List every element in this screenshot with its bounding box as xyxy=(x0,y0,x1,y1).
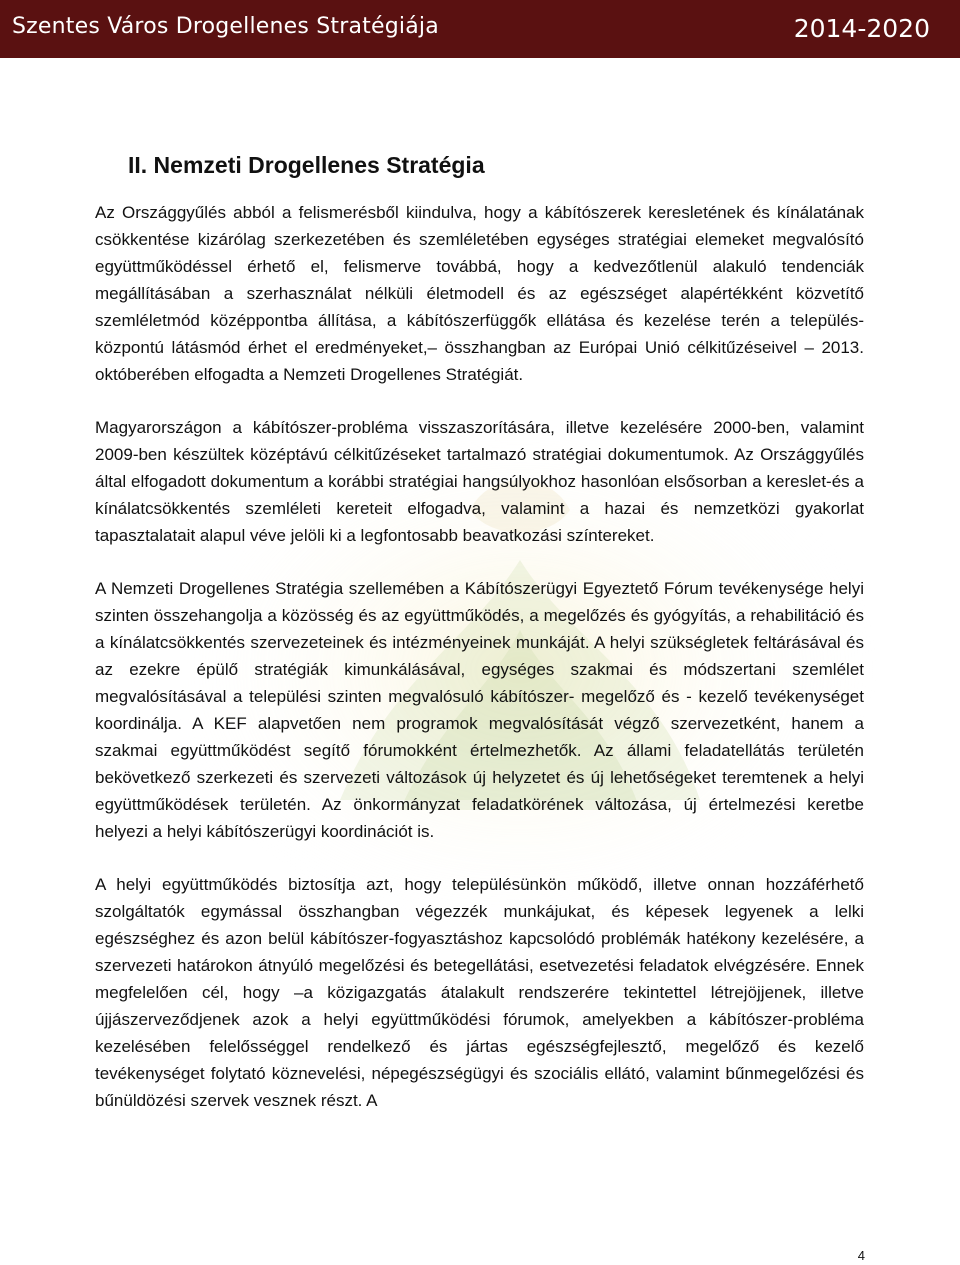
paragraph: A helyi együttműködés biztosítja azt, hogy településünkön működő, illetve onnan hozzáférhető szolgáltatók egymással összhangban végezzék munkájukat, és képesek legyenek a lelki egészséghez és azon belül kábítószer-fogyasztáshoz kapcsolódó problémák hatékony kezelésére, a szervezeti határokon átnyúló megelőzési és betegellátási, esetvezetési feladatok elvégzésére. Ennek megfelelően cél, hogy –a közigazgatás átalakult rendszerére tekintettel létrejöjjenek, illetve újjászerveződjenek azok a helyi együttműködési fórumok, amelyekben a kábítószer-probléma kezelésében felelősséggel rendelkező és jártas egészségfejlesztő, megelőző és kezelő tevékenységet folytató köznevelési, népegészségügyi és szociális ellátó, valamint bűnmegelőzési és bűnüldözési szervek vesznek részt. A xyxy=(95,875,864,1110)
document-title: Szentes Város Drogellenes Stratégiája xyxy=(12,14,439,39)
section-heading: II. Nemzeti Drogellenes Stratégia xyxy=(128,152,485,178)
header-bar xyxy=(0,0,960,58)
paragraph: Az Országgyűlés abból a felismerésből kiindulva, hogy a kábítószerek keresletének és kínálatának csökkentése kizárólag szerkezetében és szemléletében egységes stratégiai elemeket megvalósító együttműködéssel érhető el, felismerve továbbá, hogy a kedvezőtlenül alakuló tendenciák megállításában a szerhasználat nélküli életmodell és az egészséget alapértékként közvetítő szemléletmód középpontba állítása, a kábítószerfüggők ellátása és kezelése terén a település-központú látásmód érhet el eredményeket,– összhangban az Európai Unió célkitűzéseivel – 2013. októberében elfogadta a Nemzeti Drogellenes Stratégiát. xyxy=(95,203,864,384)
page-number: 4 xyxy=(857,1248,865,1263)
document-years: 2014-2020 xyxy=(793,14,930,43)
paragraph: A Nemzeti Drogellenes Stratégia szellemében a Kábítószerügyi Egyeztető Fórum tevékenysége helyi szinten összehangolja a közösség és az együttműködés, a megelőzés és gyógyítás, a rehabilitáció és a kínálatcsökkentés szervezeteinek és intézményeinek munkáját. A helyi szükségletek feltárásával és az ezekre épülő stratégiák kimunkálásával, egységes szakmai és módszertani szemlélet megvalósításával a települési szinten megvalósuló kábítószer- megelőző és - kezelő tevékenységet koordinálja. A KEF alapvetően nem programok megvalósítását végző szervezetként, hanem a szakmai együttműködést segítő fórumokként értelmezhetők. Az állami feladatellátás területén bekövetkező szerkezeti és szervezeti változások új helyzetet és új lehetőségeket teremtenek a helyi együttműködések területén. Az önkormányzat feladatkörének változása, új értelmezési keretbe helyezi a helyi kábítószerügyi koordinációt is. xyxy=(95,579,864,841)
document-body xyxy=(95,199,864,1140)
paragraph: Magyarországon a kábítószer-probléma visszaszorítására, illetve kezelésére 2000-ben, valamint 2009-ben készültek középtávú célkitűzéseket tartalmazó stratégiai dokumentumok. Az Országgyűlés által elfogadott dokumentum a korábbi stratégiai hangsúlyokhoz hasonlóan elsősorban a kereslet-és a kínálatcsökkentés szemléleti kereteit elfogadva, valamint a hazai és nemzetközi gyakorlat tapasztalatait alapul véve jelöli ki a legfontosabb beavatkozási színtereket. xyxy=(95,418,864,545)
